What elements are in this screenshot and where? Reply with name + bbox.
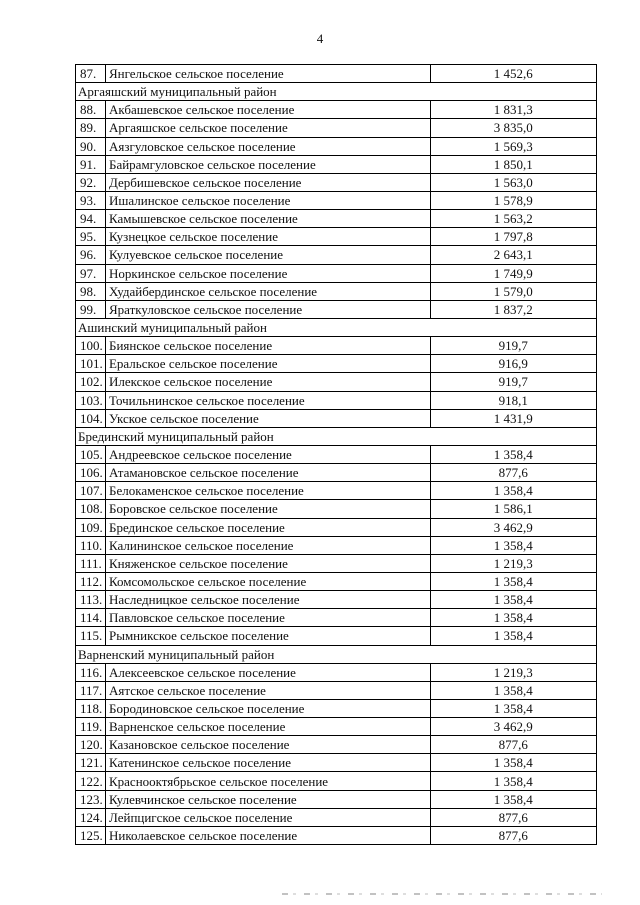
settlement-value: 1 358,4 (430, 627, 596, 645)
settlement-value: 918,1 (430, 391, 596, 409)
settlement-value: 916,9 (430, 355, 596, 373)
settlement-name: Дербишевское сельское поселение (105, 173, 430, 191)
table-row (76, 155, 597, 173)
row-number: 103. (76, 391, 106, 409)
settlement-value: 1 578,9 (430, 191, 596, 209)
settlement-value: 1 358,4 (430, 482, 596, 500)
settlement-value: 1 358,4 (430, 772, 596, 790)
table-row (76, 337, 597, 355)
district-name: Брединский муниципальный район (76, 427, 597, 445)
table-row (76, 464, 597, 482)
settlement-name: Бородиновское сельское поселение (105, 699, 430, 717)
table-row (76, 699, 597, 717)
settlement-value: 1 358,4 (430, 591, 596, 609)
settlement-name: Алексеевское сельское поселение (105, 663, 430, 681)
settlement-value: 1 358,4 (430, 754, 596, 772)
settlements-table (75, 64, 597, 845)
settlement-name: Еральское сельское поселение (105, 355, 430, 373)
row-number: 91. (76, 155, 106, 173)
settlement-name: Аятское сельское поселение (105, 681, 430, 699)
settlement-name: Калининское сельское поселение (105, 536, 430, 554)
page-number: 4 (316, 31, 324, 46)
row-number: 102. (76, 373, 106, 391)
settlement-name: Янгельское сельское поселение (105, 65, 430, 83)
table-row (76, 718, 597, 736)
settlement-value: 1 579,0 (430, 282, 596, 300)
settlement-name: Наследницкое сельское поселение (105, 591, 430, 609)
settlement-name: Княженское сельское поселение (105, 554, 430, 572)
table-row (76, 591, 597, 609)
settlement-value: 2 643,1 (430, 246, 596, 264)
settlement-name: Биянское сельское поселение (105, 337, 430, 355)
table-row (76, 790, 597, 808)
settlement-name: Кузнецкое сельское поселение (105, 228, 430, 246)
table-row (76, 210, 597, 228)
settlement-name: Краснооктябрьское сельское поселение (105, 772, 430, 790)
settlement-name: Яраткуловское сельское поселение (105, 300, 430, 318)
table-row (76, 826, 597, 844)
settlement-value: 1 749,9 (430, 264, 596, 282)
row-number: 113. (76, 591, 106, 609)
table-row (76, 536, 597, 554)
settlement-value: 1 831,3 (430, 101, 596, 119)
row-number: 118. (76, 699, 106, 717)
row-number: 125. (76, 826, 106, 844)
settlement-value: 877,6 (430, 736, 596, 754)
settlement-name: Илекское сельское поселение (105, 373, 430, 391)
settlement-name: Точильнинское сельское поселение (105, 391, 430, 409)
row-number: 97. (76, 264, 106, 282)
settlement-value: 3 462,9 (430, 718, 596, 736)
settlement-name: Белокаменское сельское поселение (105, 482, 430, 500)
row-number: 99. (76, 300, 106, 318)
row-number: 121. (76, 754, 106, 772)
settlement-name: Акбашевское сельское поселение (105, 101, 430, 119)
row-number: 100. (76, 337, 106, 355)
settlement-value: 1 452,6 (430, 65, 596, 83)
table-row (76, 482, 597, 500)
settlement-name: Камышевское сельское поселение (105, 210, 430, 228)
table-row (76, 191, 597, 209)
settlement-name: Николаевское сельское поселение (105, 826, 430, 844)
settlement-name: Атамановское сельское поселение (105, 464, 430, 482)
settlement-name: Боровское сельское поселение (105, 500, 430, 518)
table-row (76, 754, 597, 772)
settlement-value: 919,7 (430, 337, 596, 355)
settlement-value: 1 358,4 (430, 536, 596, 554)
row-number: 115. (76, 627, 106, 645)
table-row (76, 264, 597, 282)
scan-artifact (282, 893, 602, 895)
table-row (76, 137, 597, 155)
row-number: 111. (76, 554, 106, 572)
settlement-value: 1 569,3 (430, 137, 596, 155)
settlement-value: 1 358,4 (430, 609, 596, 627)
table-row (76, 445, 597, 463)
row-number: 96. (76, 246, 106, 264)
settlement-name: Варненское сельское поселение (105, 718, 430, 736)
settlement-name: Павловское сельское поселение (105, 609, 430, 627)
settlement-value: 919,7 (430, 373, 596, 391)
row-number: 90. (76, 137, 106, 155)
row-number: 108. (76, 500, 106, 518)
table-row (76, 300, 597, 318)
settlements-table-body (76, 65, 597, 845)
settlement-value: 1 358,4 (430, 572, 596, 590)
row-number: 106. (76, 464, 106, 482)
settlement-name: Ишалинское сельское поселение (105, 191, 430, 209)
settlement-name: Байрамгуловское сельское поселение (105, 155, 430, 173)
settlement-value: 877,6 (430, 464, 596, 482)
settlement-name: Андреевское сельское поселение (105, 445, 430, 463)
row-number: 98. (76, 282, 106, 300)
settlement-name: Аргаяшское сельское поселение (105, 119, 430, 137)
district-header-row (76, 83, 597, 101)
row-number: 101. (76, 355, 106, 373)
row-number: 95. (76, 228, 106, 246)
settlement-value: 1 837,2 (430, 300, 596, 318)
settlement-value: 3 835,0 (430, 119, 596, 137)
settlement-name: Худайбердинское сельское поселение (105, 282, 430, 300)
settlement-name: Рымникское сельское поселение (105, 627, 430, 645)
settlement-name: Укское сельское поселение (105, 409, 430, 427)
row-number: 92. (76, 173, 106, 191)
settlement-value: 1 219,3 (430, 554, 596, 572)
table-row (76, 681, 597, 699)
settlement-name: Аязгуловское сельское поселение (105, 137, 430, 155)
table-row (76, 663, 597, 681)
settlement-value: 1 797,8 (430, 228, 596, 246)
settlement-name: Кулевчинское сельское поселение (105, 790, 430, 808)
settlement-value: 1 219,3 (430, 663, 596, 681)
table-row (76, 373, 597, 391)
table-row (76, 391, 597, 409)
table-row (76, 355, 597, 373)
settlement-name: Казановское сельское поселение (105, 736, 430, 754)
row-number: 119. (76, 718, 106, 736)
settlement-value: 877,6 (430, 826, 596, 844)
table-row (76, 228, 597, 246)
row-number: 89. (76, 119, 106, 137)
row-number: 117. (76, 681, 106, 699)
table-row (76, 119, 597, 137)
settlement-name: Норкинское сельское поселение (105, 264, 430, 282)
row-number: 94. (76, 210, 106, 228)
row-number: 116. (76, 663, 106, 681)
table-row (76, 554, 597, 572)
table-row (76, 173, 597, 191)
settlement-name: Комсомольское сельское поселение (105, 572, 430, 590)
table-row (76, 246, 597, 264)
settlement-value: 1 358,4 (430, 699, 596, 717)
settlement-name: Брединское сельское поселение (105, 518, 430, 536)
settlement-value: 1 358,4 (430, 790, 596, 808)
row-number: 110. (76, 536, 106, 554)
row-number: 120. (76, 736, 106, 754)
row-number: 88. (76, 101, 106, 119)
district-header-row (76, 427, 597, 445)
row-number: 104. (76, 409, 106, 427)
row-number: 109. (76, 518, 106, 536)
settlement-name: Лейпцигское сельское поселение (105, 808, 430, 826)
table-row (76, 101, 597, 119)
table-row (76, 627, 597, 645)
district-name: Аргаяшский муниципальный район (76, 83, 597, 101)
settlement-value: 1 586,1 (430, 500, 596, 518)
row-number: 93. (76, 191, 106, 209)
district-name: Ашинский муниципальный район (76, 318, 597, 336)
row-number: 122. (76, 772, 106, 790)
table-row (76, 572, 597, 590)
table-row (76, 772, 597, 790)
row-number: 87. (76, 65, 106, 83)
table-row (76, 736, 597, 754)
settlement-value: 1 850,1 (430, 155, 596, 173)
settlement-value: 1 563,2 (430, 210, 596, 228)
table-row (76, 500, 597, 518)
table-row (76, 282, 597, 300)
row-number: 124. (76, 808, 106, 826)
settlement-name: Катенинское сельское поселение (105, 754, 430, 772)
table-row (76, 409, 597, 427)
settlement-value: 1 431,9 (430, 409, 596, 427)
settlement-value: 877,6 (430, 808, 596, 826)
row-number: 105. (76, 445, 106, 463)
row-number: 123. (76, 790, 106, 808)
settlement-value: 1 563,0 (430, 173, 596, 191)
district-name: Варненский муниципальный район (76, 645, 597, 663)
row-number: 107. (76, 482, 106, 500)
settlement-value: 3 462,9 (430, 518, 596, 536)
table-row (76, 808, 597, 826)
table-row (76, 609, 597, 627)
settlement-value: 1 358,4 (430, 681, 596, 699)
district-header-row (76, 318, 597, 336)
settlement-name: Кулуевское сельское поселение (105, 246, 430, 264)
row-number: 112. (76, 572, 106, 590)
table-row (76, 65, 597, 83)
settlement-value: 1 358,4 (430, 445, 596, 463)
district-header-row (76, 645, 597, 663)
row-number: 114. (76, 609, 106, 627)
table-row (76, 518, 597, 536)
